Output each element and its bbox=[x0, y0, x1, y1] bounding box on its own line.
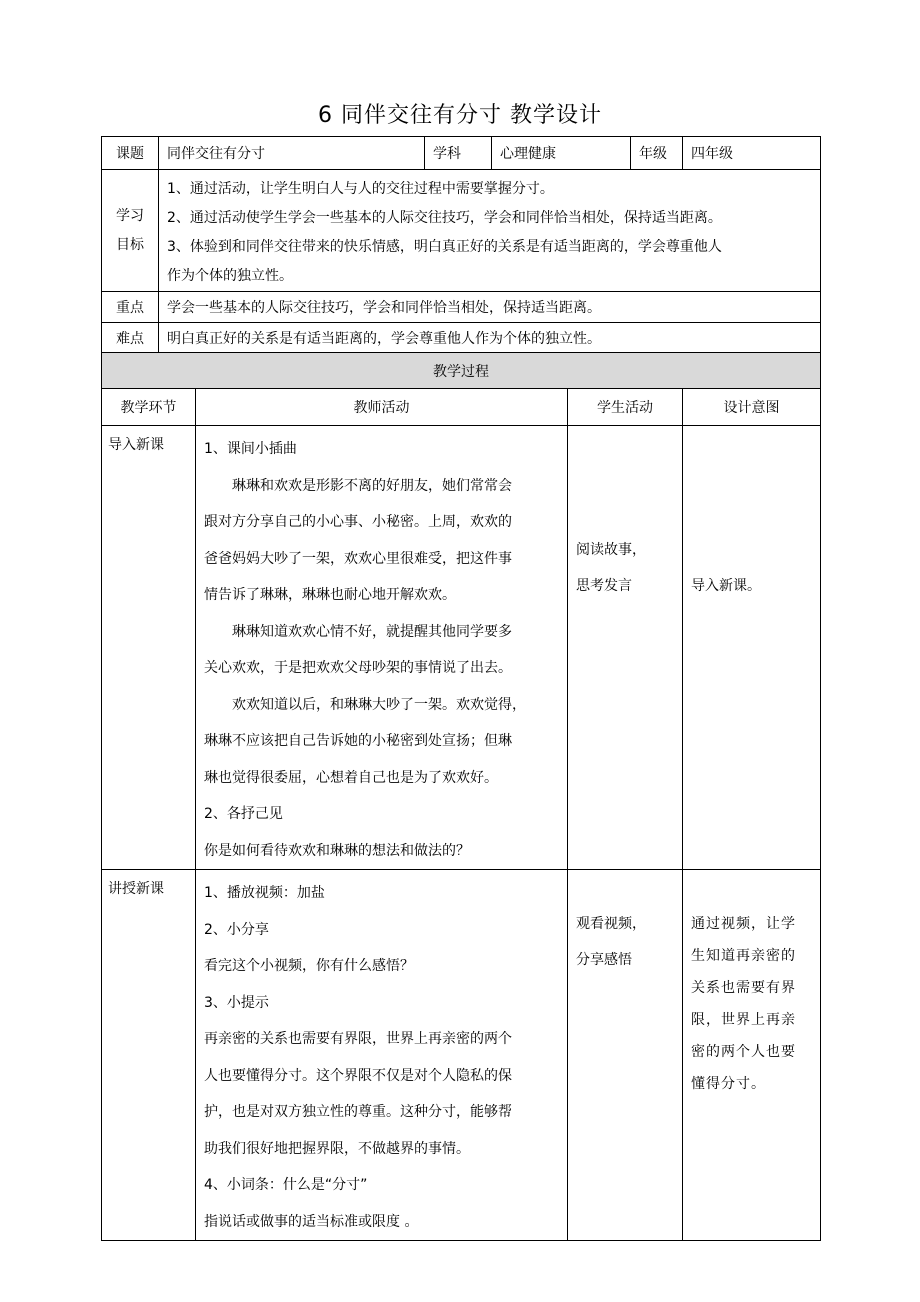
text-line: 2、小分享 bbox=[204, 921, 269, 938]
course-label: 课题 bbox=[102, 137, 159, 170]
key-point-label: 重点 bbox=[102, 292, 159, 323]
text-line: 琳琳和欢欢是形影不离的好朋友，她们常常会 bbox=[232, 477, 512, 494]
subject-value: 心理健康 bbox=[492, 137, 631, 170]
difficulty-label: 难点 bbox=[102, 323, 159, 354]
goals-label-line2: 目标 bbox=[116, 236, 144, 253]
text-line: 密的两个人也要 bbox=[691, 1044, 796, 1060]
text-line: 导入新课。 bbox=[691, 578, 761, 594]
teaching-process-table bbox=[101, 352, 821, 1241]
column-header-intent: 设计意图 bbox=[683, 389, 821, 426]
text-line: 琳琳知道欢欢心情不好，就提醒其他同学要多 bbox=[232, 623, 512, 640]
subject-label: 学科 bbox=[425, 137, 492, 170]
text-line: 你是如何看待欢欢和琳琳的想法和做法的？ bbox=[204, 842, 470, 859]
student-activity-new-lesson bbox=[568, 870, 683, 1241]
course-value: 同伴交往有分寸 bbox=[159, 137, 425, 170]
text-line: 1、课间小插曲 bbox=[204, 441, 297, 457]
text-line: 阅读故事， bbox=[576, 542, 646, 558]
text-line: 关心欢欢，于是把欢欢父母吵架的事情说了出去。 bbox=[204, 660, 512, 676]
text-line: 观看视频， bbox=[576, 916, 646, 932]
goals-label bbox=[102, 170, 159, 292]
goal-item: 作为个体的独立性。 bbox=[167, 268, 293, 284]
text-line: 再亲密的关系也需要有界限，世界上再亲密的两个 bbox=[204, 1031, 512, 1047]
grade-label: 年级 bbox=[631, 137, 683, 170]
text-line: 限，世界上再亲 bbox=[691, 1012, 796, 1028]
text-line: 通过视频，让学 bbox=[691, 916, 796, 932]
text-line: 懂得分寸。 bbox=[691, 1076, 766, 1092]
goal-item: 1、通过活动，让学生明白人与人的交往过程中需要掌握分寸。 bbox=[167, 181, 554, 197]
text-line: 琳也觉得很委屈，心想着自己也是为了欢欢好。 bbox=[204, 769, 498, 786]
page-title: 6 同伴交往有分寸 教学设计 bbox=[318, 103, 602, 128]
text-line: 爸爸妈妈大吵了一架，欢欢心里很难受，把这件事 bbox=[204, 550, 512, 567]
text-line: 人也要懂得分寸。这个界限不仅是对个人隐私的保 bbox=[204, 1067, 512, 1084]
intent-intro bbox=[683, 426, 821, 870]
stage-intro: 导入新课 bbox=[102, 426, 196, 870]
text-line: 生知道再亲密的 bbox=[691, 948, 796, 964]
goals-label-line1: 学习 bbox=[116, 207, 144, 224]
key-point-value: 学会一些基本的人际交往技巧，学会和同伴恰当相处，保持适当距离。 bbox=[159, 292, 821, 323]
text-line: 1、播放视频：加盐 bbox=[204, 885, 325, 901]
text-line: 分享感悟 bbox=[576, 952, 632, 968]
stage-new-lesson: 讲授新课 bbox=[102, 870, 196, 1241]
intent-new-lesson bbox=[683, 870, 821, 1241]
text-line: 2、各抒己见 bbox=[204, 806, 283, 822]
goals-content bbox=[159, 170, 821, 292]
text-line: 助我们很好地把握界限，不做越界的事情。 bbox=[204, 1140, 470, 1157]
text-line: 3、小提示 bbox=[204, 994, 269, 1011]
text-line: 欢欢知道以后，和琳琳大吵了一架。欢欢觉得， bbox=[232, 696, 526, 713]
text-line: 琳琳不应该把自己告诉她的小秘密到处宣扬；但琳 bbox=[204, 733, 512, 749]
goal-item: 3、体验到和同伴交往带来的快乐情感，明白真正好的关系是有适当距离的，学会尊重他人 bbox=[167, 239, 722, 255]
column-header-stage: 教学环节 bbox=[102, 389, 196, 426]
difficulty-value: 明白真正好的关系是有适当距离的，学会尊重他人作为个体的独立性。 bbox=[159, 323, 821, 354]
text-line: 护，也是对双方独立性的尊重。这种分寸，能够帮 bbox=[204, 1104, 512, 1120]
goal-item: 2、通过活动使学生学会一些基本的人际交往技巧，学会和同伴恰当相处，保持适当距离。 bbox=[167, 210, 722, 226]
column-header-teacher: 教师活动 bbox=[196, 389, 568, 426]
teacher-activity-intro bbox=[196, 426, 568, 870]
grade-value: 四年级 bbox=[683, 137, 821, 170]
text-line: 情告诉了琳琳，琳琳也耐心地开解欢欢。 bbox=[204, 587, 456, 603]
text-line: 跟对方分享自己的小心事、小秘密。上周，欢欢的 bbox=[204, 514, 512, 530]
process-header: 教学过程 bbox=[102, 353, 821, 389]
lesson-info-table bbox=[101, 136, 821, 354]
text-line: 思考发言 bbox=[576, 578, 632, 594]
text-line: 看完这个小视频，你有什么感悟？ bbox=[204, 958, 414, 974]
teacher-activity-new-lesson bbox=[196, 870, 568, 1241]
student-activity-intro bbox=[568, 426, 683, 870]
text-line: 关系也需要有界 bbox=[691, 980, 796, 996]
column-header-student: 学生活动 bbox=[568, 389, 683, 426]
text-line: 4、小词条：什么是“分寸” bbox=[204, 1177, 368, 1193]
text-line: 指说话或做事的适当标准或限度 。 bbox=[204, 1213, 419, 1230]
